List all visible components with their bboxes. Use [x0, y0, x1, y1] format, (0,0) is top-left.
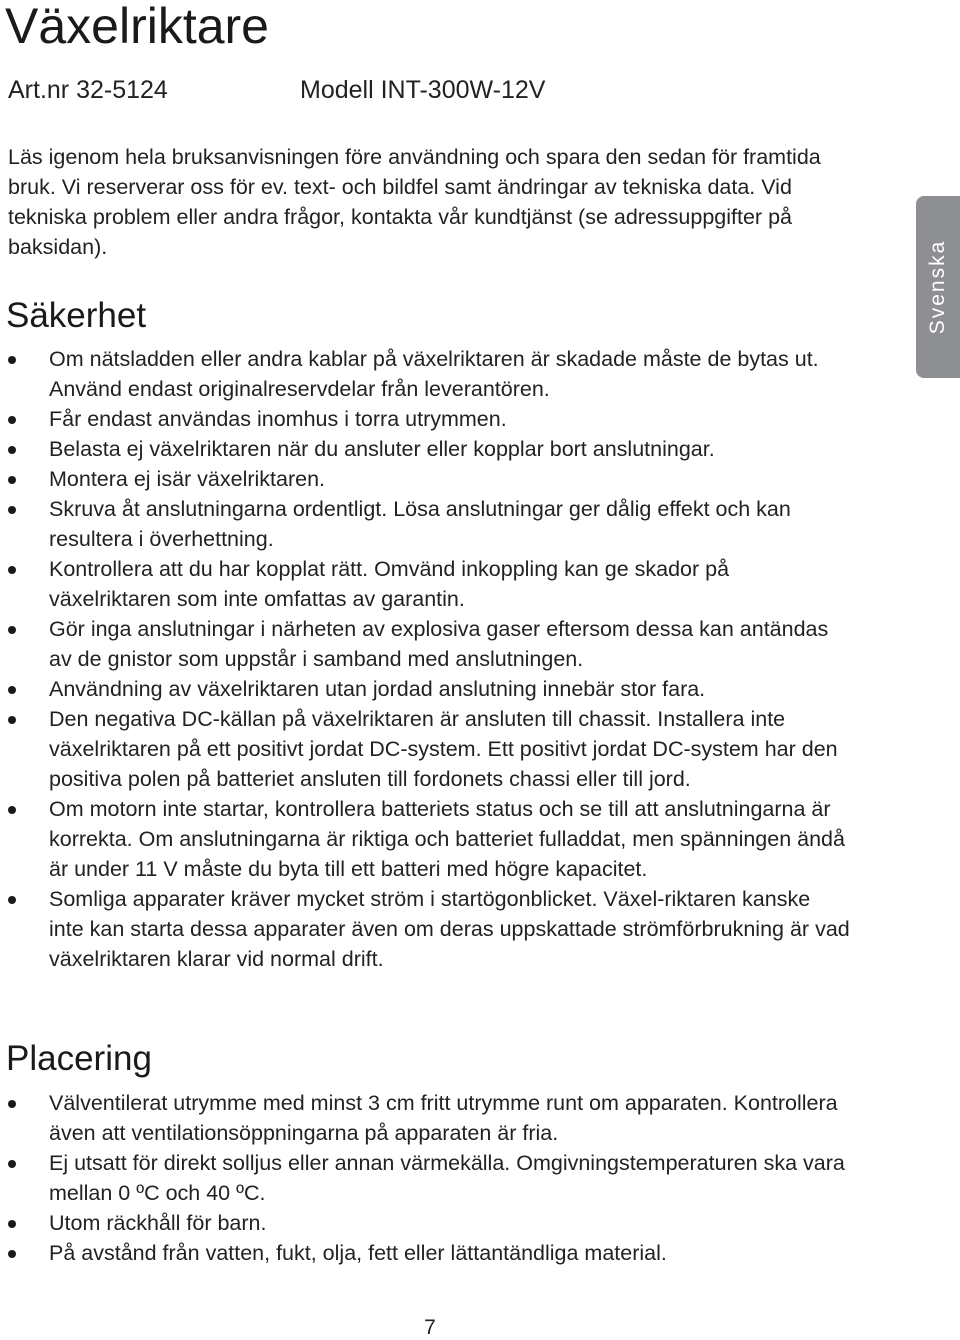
placement-heading: Placering [6, 1039, 152, 1078]
list-item: Belasta ej växelriktaren när du ansluter eller kopplar bort anslutningar. [0, 434, 850, 464]
list-item: Ej utsatt för direkt solljus eller annan värmekälla. Omgivningstemperaturen ska vara mellan 0 ºC och 40 ºC. [0, 1148, 850, 1208]
page-title: Växelriktare [5, 0, 269, 54]
list-item: Användning av växelriktaren utan jordad anslutning innebär stor fara. [0, 674, 850, 704]
page-number: 7 [424, 1316, 436, 1339]
list-item: Kontrollera att du har kopplat rätt. Omvänd inkoppling kan ge skador på växelriktaren som inte omfattas av garantin. [0, 554, 850, 614]
list-item: Om motorn inte startar, kontrollera batteriets status och se till att anslutningarna är korrekta. Om anslutningarna är riktiga och batteriet fulladdat, men spänningen ändå är under 11 V måste du byta till ett batteri med högre kapacitet. [0, 794, 850, 884]
list-item: Välventilerat utrymme med minst 3 cm fritt utrymme runt om apparaten. Kontrollera även att ventilationsöppningarna på apparaten är fria. [0, 1088, 850, 1148]
intro-paragraph: Läs igenom hela bruksanvisningen före användning och spara den sedan för framtida bruk. Vi reserverar oss för ev. text- och bildfel samt ändringar av tekniska data. Vid tekniska problem eller andra frågor, kontakta vår kundtjänst (se adressuppgifter på baksidan). [8, 145, 821, 259]
safety-list [0, 344, 850, 974]
safety-heading: Säkerhet [6, 296, 147, 335]
list-item: Utom räckhåll för barn. [0, 1208, 850, 1238]
article-info [8, 74, 546, 106]
placement-list [0, 1088, 850, 1268]
list-item: Somliga apparater kräver mycket ström i startögonblicket. Växel-riktaren kanske inte kan starta dessa apparater även om deras uppskattade strömförbrukning är vad växelriktaren klarar vid normal drift. [0, 884, 850, 974]
list-item: På avstånd från vatten, fukt, olja, fett eller lättantändliga material. [0, 1238, 850, 1268]
list-item: Den negativa DC-källan på växelriktaren är ansluten till chassit. Installera inte växelriktaren på ett positivt jordat DC-system. Ett positivt jordat DC-system har den positiva polen på batteriet ansluten till fordonets chassi eller till jord. [0, 704, 850, 794]
model-number: Modell INT-300W-12V [300, 76, 546, 104]
language-tab-label: Svenska [926, 239, 949, 335]
list-item: Om nätsladden eller andra kablar på växelriktaren är skadade måste de bytas ut. Använd endast originalreservdelar från leverantören. [0, 344, 850, 404]
list-item: Gör inga anslutningar i närheten av explosiva gaser eftersom dessa kan antändas av de gnistor som uppstår i samband med anslutningen. [0, 614, 850, 674]
list-item: Skruva åt anslutningarna ordentligt. Lösa anslutningar ger dålig effekt och kan resultera i överhettning. [0, 494, 850, 554]
language-tab [916, 196, 960, 378]
list-item: Får endast användas inomhus i torra utrymmen. [0, 404, 850, 434]
article-number: Art.nr 32-5124 [8, 76, 168, 104]
list-item: Montera ej isär växelriktaren. [0, 464, 850, 494]
